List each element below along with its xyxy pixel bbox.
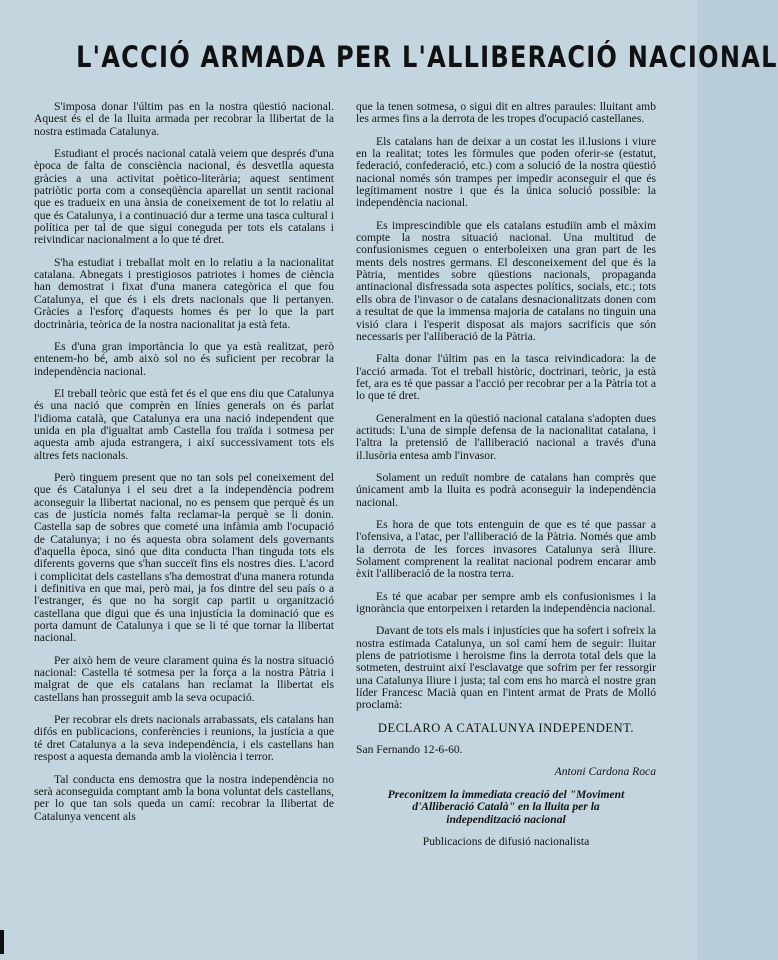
paragraph: Es té que acabar per sempre amb els confusionismes i la ignorància que entorpeixen i retarden la independència nacional.	[356, 589, 656, 616]
article-title: L'ACCIÓ ARMADA PER L'ALLIBERACIÓ NACIONAL	[76, 40, 778, 74]
paragraph: Generalment en la qüestió nacional catalana s'adopten dues actituds: L'una de simple defensa de la nacionalitat catalana, i l'altra la pretensió de l'alliberació nacional a través d'una il.lusòria entesa amb l'invasor.	[356, 411, 656, 462]
paragraph: Per això hem de veure clarament quina és la nostra situació nacional: Castella té sotmesa per la força a la nostra Pàtria i malgrat de que els catalans han reclamat la llibertat els castellans han prosseguit amb la seva ocupació.	[34, 653, 334, 704]
paragraph: Estudiant el procés nacional català veiem que després d'una època de falta de consciència nacional, és desvetlla aquesta gràcies a una activitat poètico-literària; aquest sentiment patriòtic porta com a conseqüència aparellat un sentit racional que es tradueix en una ànsia de coneixement de tot lo relatiu al que és Catalunya, i a continuació dur a terme una tasca cultural i política per tal de que sigui coneguda per tots els catalans i reivindicar nacionalment a lo que té dret.	[34, 147, 334, 247]
right-column	[356, 101, 656, 858]
paragraph: Però tinguem present que no tan sols pel coneixement del que és Catalunya i el seu dret a la independència podrem aconseguir la llibertat nacional, no es pensem que perquè és un cas de justícia només falta reclamar-la perquè se li donin. Castella sap de sobres que cometé una infàmia amb l'ocupació de Catalunya; i no és aquesta obra solament dels governants d'aquella època, sinó que dita conducta l'han tinguda tots els diferents governs que s'han succeït fins els nostres dies. L'acord i complicitat dels castellans s'ha demostrat d'una manera rotunda i definitiva en que mai, però mai, ja fos dintre del seu país o a l'estranger, és que no ha sorgit cap partit u organització castellana que digui que és una injustícia la dominació que es porta damunt de Catalunya i que se li té que tornar la llibertat nacional.	[34, 470, 334, 645]
declaration: DECLARO A CATALUNYA INDEPENDENT.	[377, 720, 635, 735]
paragraph: Falta donar l'últim pas en la tasca reivindicadora: la de l'acció armada. Tot el treball històric, doctrinari, teòric, ja està fet, ara es té que passar a l'acció per recobrar per a la Pàtria tot a lo que té dret.	[356, 352, 656, 403]
publisher-line: Publicacions de difusió nacionalista	[422, 834, 590, 848]
place-date: San Fernando 12-6-60.	[356, 743, 463, 757]
paragraph: Solament un reduït nombre de catalans han comprès que únicament amb la lluita es podrà aconseguir la independència nacional.	[356, 470, 656, 509]
paragraph-continuation: que la tenen sotmesa, o sigui dit en altres paraules: lluitant amb les armes fins a la derrota de les tropes d'ocupació castellanes.	[356, 100, 656, 126]
paragraph: Tal conducta ens demostra que la nostra independència no serà aconseguida comptant amb la bona voluntat dels castellans, per lo que tan sols queda un camí: recobrar la llibertat de Catalunya vencent als	[34, 772, 334, 823]
page-edge-mark	[0, 930, 4, 954]
closing-note	[356, 789, 656, 826]
closing-note-line: independització nacional	[446, 812, 566, 826]
closing-note-line: Preconitzem la immediata creació del "Moviment	[387, 787, 625, 801]
paragraph: S'imposa donar l'últim pas en la nostra qüestió nacional. Aquest és el de la lluita armada per recobrar la llibertat de la nostra estimada Catalunya.	[34, 100, 334, 138]
paragraph: Es d'una gran importància lo que ya està realitzat, però entenem-ho bé, amb això sol no és suficient per recobrar la independència nacional.	[34, 339, 334, 378]
signature: Antoni Cardona Roca	[554, 765, 656, 779]
paragraph: El treball teòric que està fet és el que ens diu que Catalunya és una nació que comprèn en línies generals on és parlat l'idioma català, que Catalunya era una nació independent que unida en pla d'igualtat amb Castella fou traïda i sotmesa per aquesta amb ajuda estrangera, i així successivament tots els altres fets nacionals.	[34, 386, 334, 462]
paragraph: Es imprescindible que els catalans estudiïn amb el màxim compte la nostra situació nacional. Una multitud de confusionismes ceguen o enterboleixen una gran part de les ments dels nostres germans. El desconeixement del que és la Pàtria, mentides sobre qüestions nacionals, propaganda antinacional disfressada sota aspectes polítics, socials, etc.; tots ells obra de l'invasor o de catalans desnacionalitzats donen com a resultat de que la immensa majoria de catalans no tinguin una visió clara i l'esperit disposat als majors sacrificis que són necessaris per l'alliberació de la Pàtria.	[356, 218, 656, 343]
paragraph: S'ha estudiat i treballat molt en lo relatiu a la nacionalitat catalana. Abnegats i prestigiosos patriotes i homes de ciència han demostrat i fixat d'una manera categòrica el que fou Catalunya, el que és i els drets nacionals que li pertanyen. Gràcies a l'esforç d'aquests homes és per lo que la part doctrinària, teòrica de la nostra nacionalitat ja està feta.	[34, 255, 334, 331]
paragraph: Per recobrar els drets nacionals arrabassats, els catalans han difós en publicacions, conferències i reunions, la justícia a que té dret Catalunya a la seva independència, i els castellans han respost a aquesta demanda amb la violència i terror.	[34, 713, 334, 764]
paragraph: Es hora de que tots entenguin de que es té que passar a l'ofensiva, a l'atac, per l'alliberació de la Pàtria. Només que amb la derrota de les forces invasores Catalunya serà lliure. Solament comprenent la realitat nacional podrem encarar amb èxit l'alliberació de la nostra terra.	[356, 517, 656, 581]
paragraph: Davant de tots els mals i injustícies que ha sofert i sofreix la nostra estimada Catalunya, un sol camí hem de seguir: lluitar plens de patriotisme i heroisme fins la derrota total dels que la sotmeten, destruint així l'esclavatge que sofrim per fer ressorgir una Catalunya lliure i justa; tal com ens ho marcà el nostre gran líder Francesc Macià quan en l'intent armat de Prats de Molló proclamà:	[356, 624, 656, 712]
left-column	[34, 101, 334, 833]
closing-note-line: d'Alliberació Català" en la lluita per la	[412, 800, 600, 814]
paragraph: Els catalans han de deixar a un costat les il.lusions i viure en la realitat; totes les fòrmules que poden oferir-se (estatut, federació, confederació, etc.) com a solució de la nostra qüestió nacional només són trampes per impedir aconseguir el que és legítimament nostre i que és la única solució possible: la independència nacional.	[356, 134, 656, 210]
